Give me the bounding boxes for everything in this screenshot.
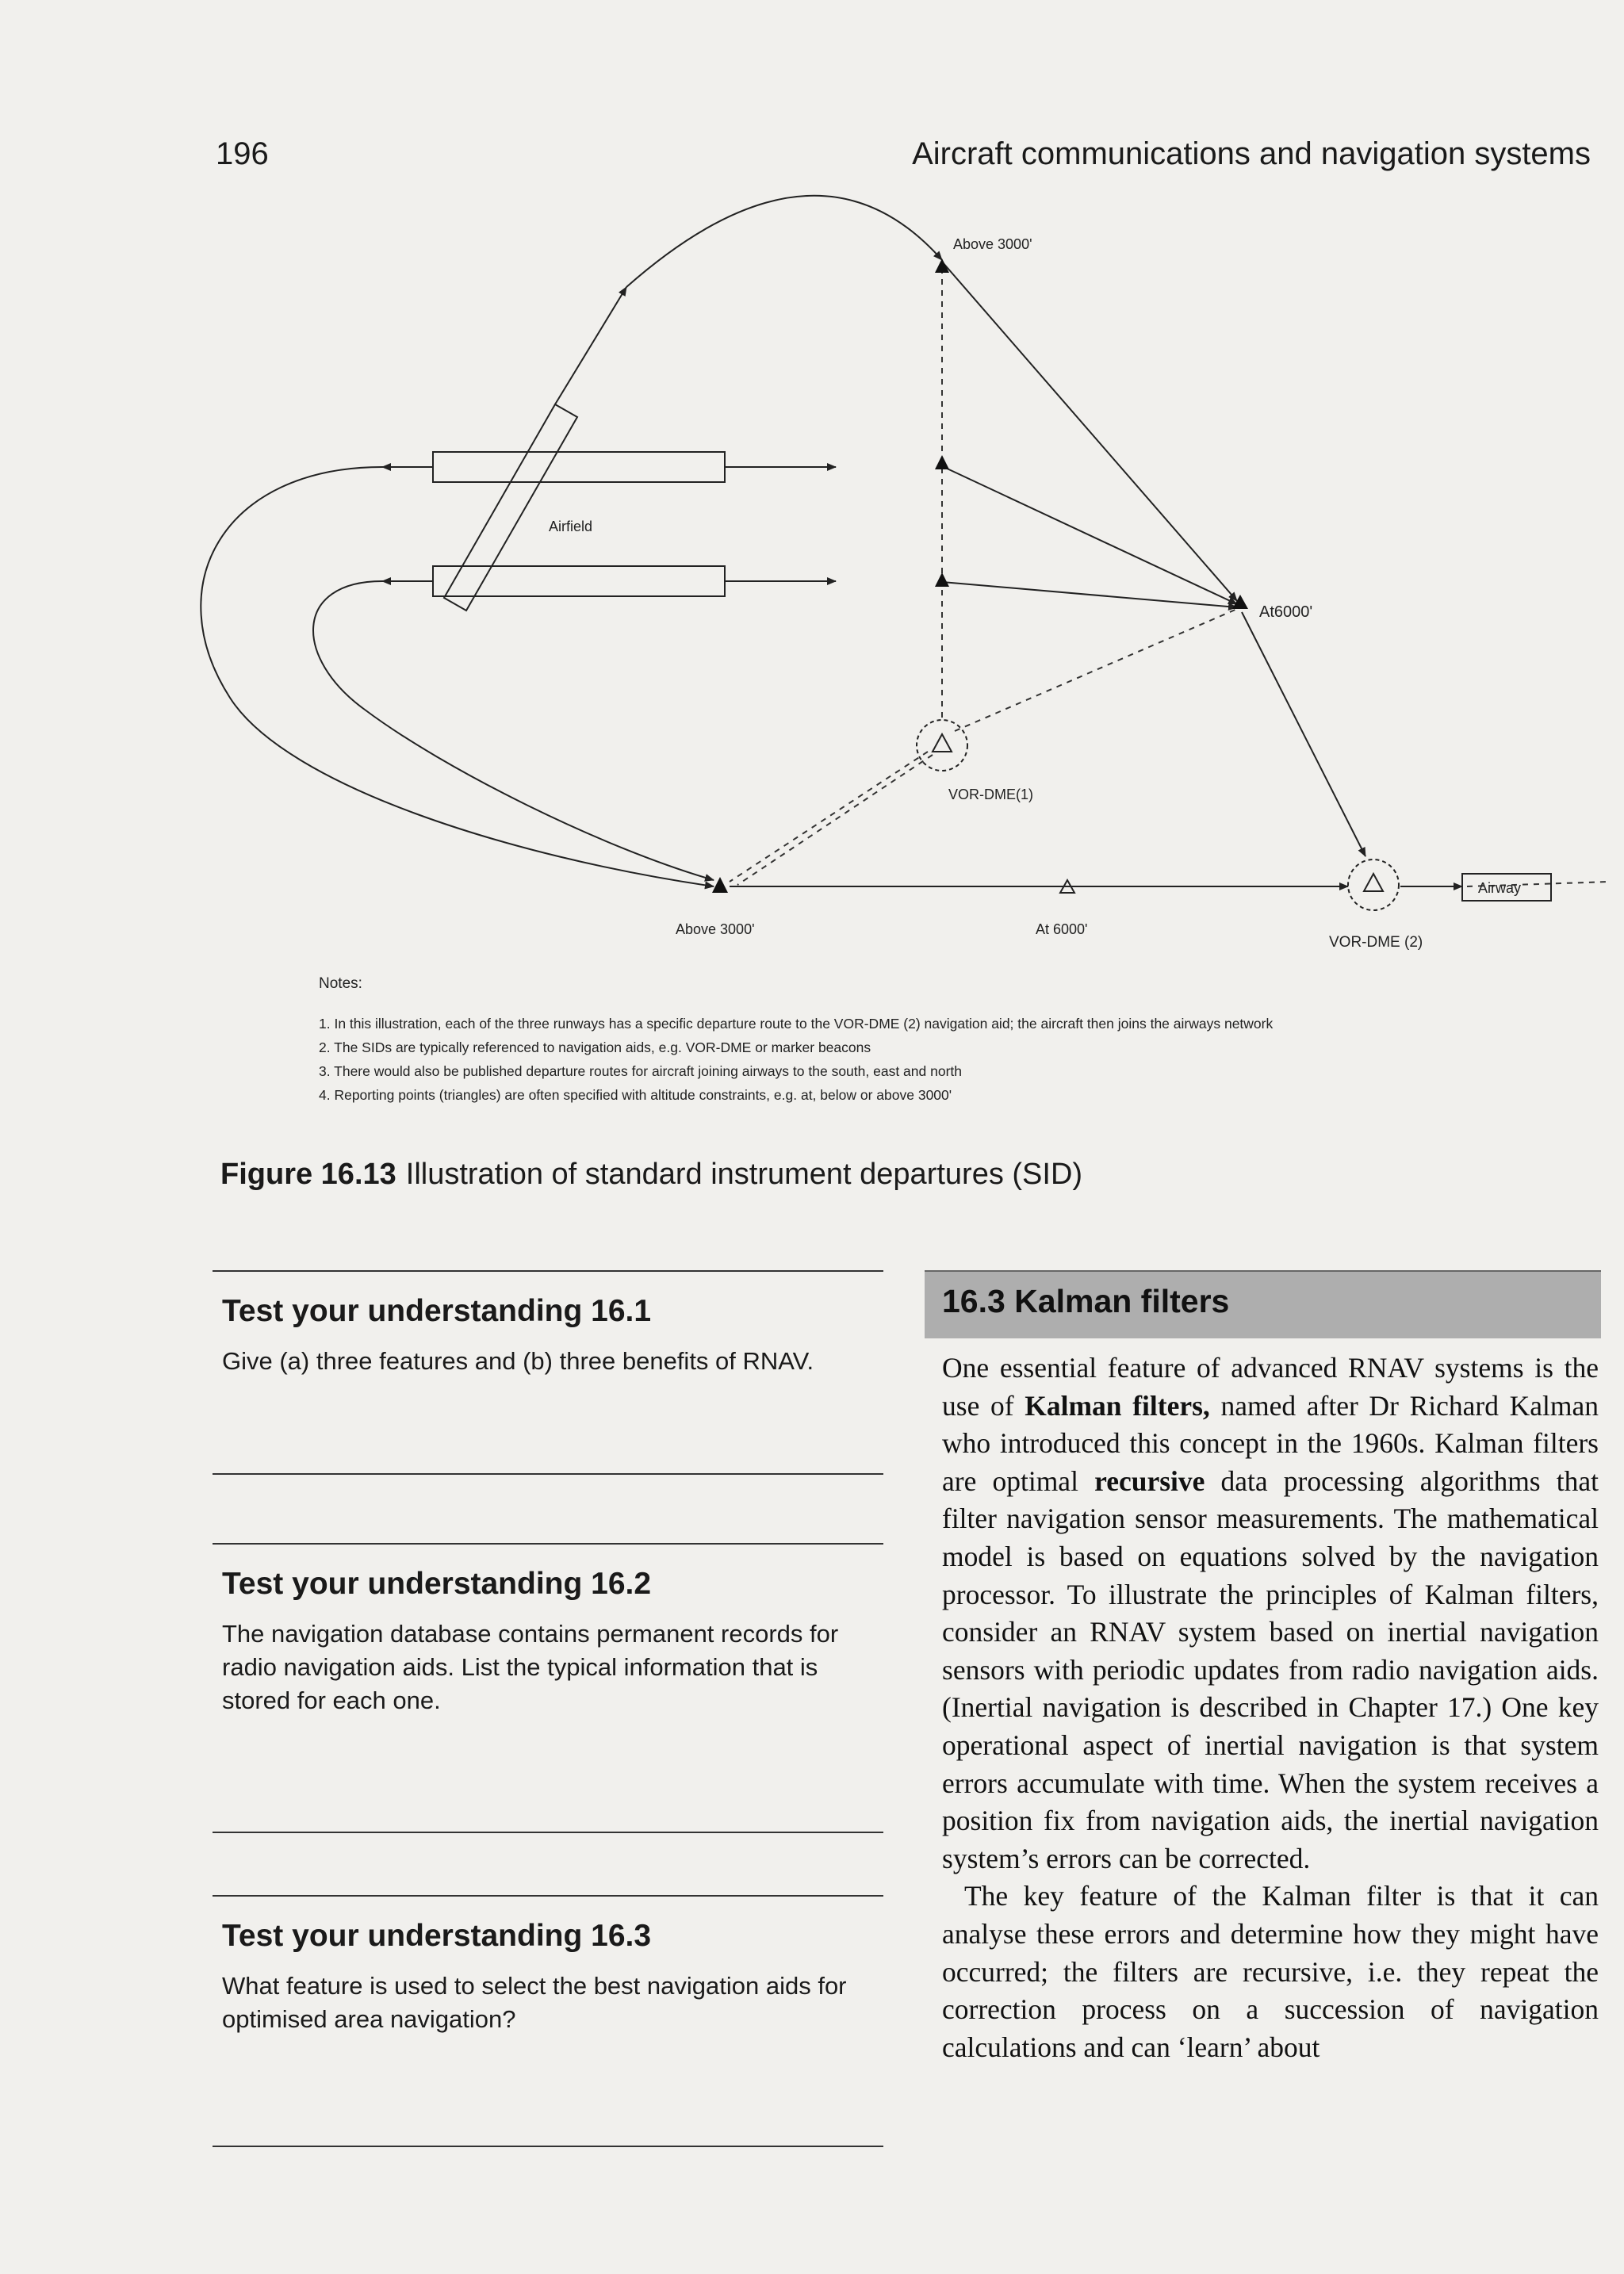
label-vor-dme-2: VOR-DME (2) — [1329, 934, 1423, 951]
page-number: 196 — [216, 136, 269, 171]
dashed-radial-vor1-bottom — [730, 752, 928, 882]
label-at6000-lower: At 6000' — [1036, 921, 1088, 937]
label-airfield: Airfield — [549, 519, 593, 534]
notes-heading: Notes: — [319, 975, 362, 992]
caption-number: Figure 16.13 — [220, 1158, 396, 1191]
dashed-radial-vor1-bottom-2 — [737, 755, 933, 885]
note-item: 2. The SIDs are typically referenced to navigation aids, e.g. VOR-DME or marker beacons — [319, 1039, 871, 1055]
route-loop-outer — [201, 467, 714, 886]
label-at6000-upper: At6000' — [1259, 603, 1313, 621]
label-airway: Airway — [1478, 880, 1522, 896]
route-at6000-to-vor2 — [1242, 612, 1365, 856]
reporting-point-at6000-upper — [1232, 595, 1248, 609]
route-top-to-at6000 — [942, 262, 1237, 601]
paragraph: One essential feature of advanced RNAV systems is the use of Kalman filters, named after Dr Richard Kalman who introduced this concept in the 1960s. Kalman filters are optimal recursive data processing algorithms that filter navigation sensor measurements. The mathematical model is based on equations solved by the navigation processor. To illustrate the principles of Kalman filters, consider an RNAV system based on inertial navigation sensors with periodic updates from radio navigation aids. (Inertial navigation is described in Chapter 17.) One key operational aspect of inertial navigation is that system errors accumulate with time. When the system receives a position fix from navigation aids, the inertial navigation system’s errors can be corrected. — [942, 1352, 1599, 1874]
reporting-point-above3000-top — [935, 258, 949, 273]
label-above3000-top: Above 3000' — [953, 236, 1032, 252]
route-loop-inner — [313, 581, 714, 880]
note-item: 3. There would also be published departure routes for aircraft joining airways to the south, east and north — [319, 1063, 962, 1079]
test-body: What feature is used to select the best navigation aids for optimised area navigation? — [222, 1972, 847, 2033]
label-above3000-bottom: Above 3000' — [676, 921, 755, 937]
test-box-16-1 — [213, 1270, 883, 1475]
vor-dme-1-symbol — [917, 720, 967, 771]
test-title: Test your understanding 16.1 — [222, 1294, 652, 1328]
test-body: Give (a) three features and (b) three benefits of RNAV. — [222, 1347, 814, 1375]
reporting-point-above3000-bottom — [712, 877, 728, 893]
figure-notes — [319, 972, 1273, 1107]
test-box-16-2 — [213, 1543, 883, 1833]
figure-caption — [220, 1158, 1082, 1192]
note-item: 1. In this illustration, each of the three runways has a specific departure route to the VOR-DME (2) navigation aid; the aircraft then joins the airways network — [319, 1016, 1274, 1032]
runway-upper — [433, 452, 725, 482]
test-body: The navigation database contains permanent records for radio navigation aids. List the typical information that is stored for each one. — [222, 1620, 839, 1714]
vor-dme-2-symbol — [1348, 859, 1399, 910]
dashed-radial-vor1-at6000 — [955, 609, 1237, 731]
route-north — [555, 287, 626, 404]
paragraph: The key feature of the Kalman filter is that it can analyse these errors and determine how they might have occurred; the filters are recursive, i.e. they repeat the correction process on a succession of navigation calculations and can ‘learn’ about — [942, 1880, 1599, 2063]
test-title: Test your understanding 16.3 — [222, 1919, 652, 1953]
route-mid-to-at6000 — [942, 466, 1237, 604]
reporting-point-mid-1 — [935, 455, 949, 469]
route-low-to-at6000 — [942, 582, 1237, 607]
test-box-16-3 — [213, 1895, 883, 2147]
reporting-point-mid-2 — [935, 572, 949, 587]
caption-text: Illustration of standard instrument departures (SID) — [405, 1158, 1083, 1191]
section-heading-bar — [925, 1270, 1601, 1338]
section-heading: 16.3 Kalman filters — [942, 1283, 1230, 1319]
test-title: Test your understanding 16.2 — [222, 1567, 652, 1601]
runway-diagonal — [444, 404, 577, 611]
running-head: Aircraft communications and navigation systems — [912, 136, 1591, 171]
section-body — [942, 1349, 1599, 2066]
route-north-arc — [626, 196, 942, 287]
note-item: 4. Reporting points (triangles) are often specified with altitude constraints, e.g. at, below or above 3000' — [319, 1087, 952, 1103]
label-vor-dme-1: VOR-DME(1) — [948, 787, 1033, 802]
